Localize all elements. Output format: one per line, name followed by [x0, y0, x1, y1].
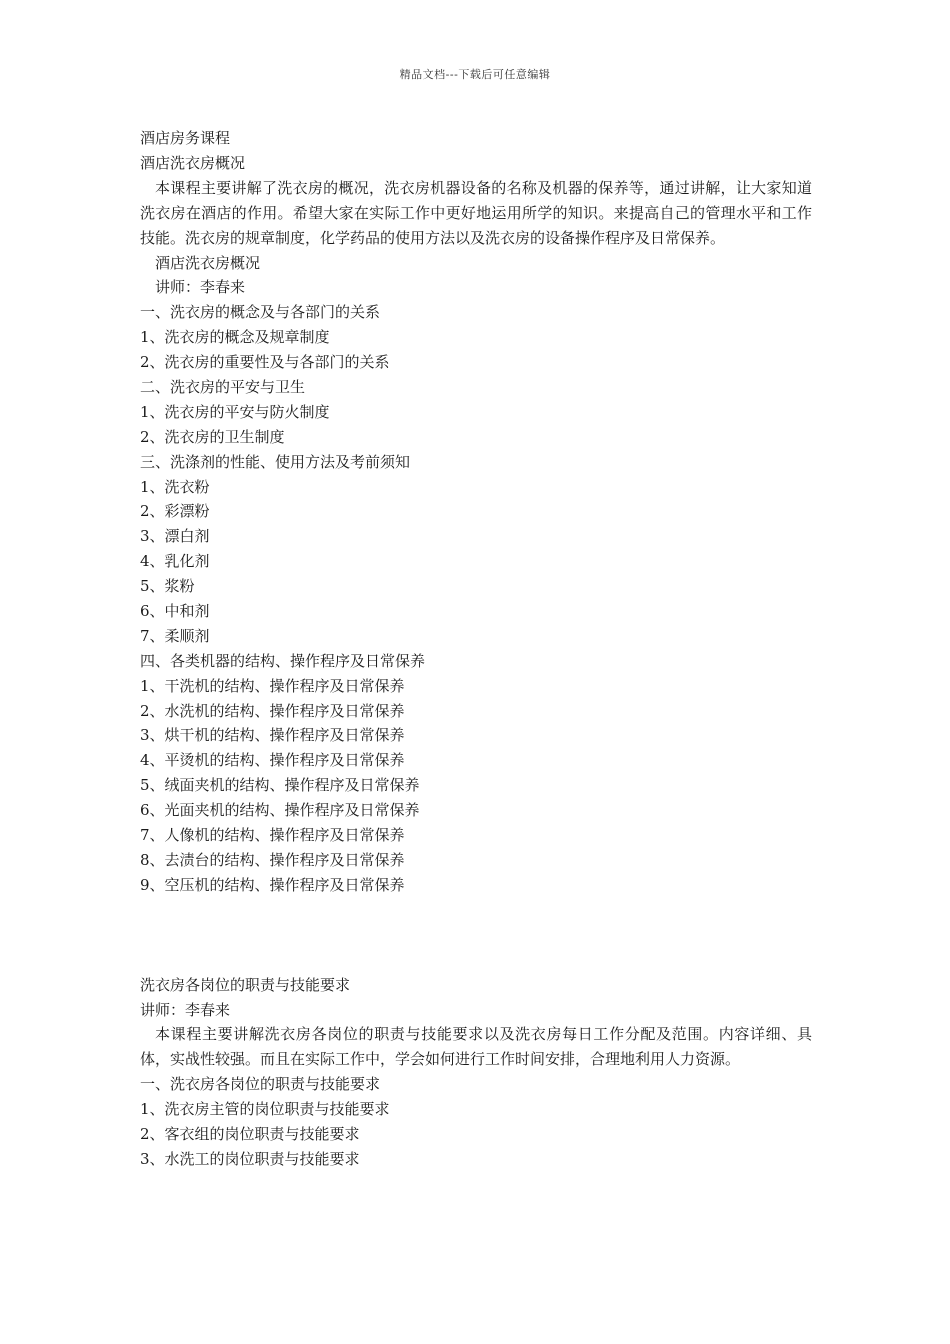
outline-item: 7、人像机的结构、操作程序及日常保养 [140, 825, 405, 844]
outline-item: 四、各类机器的结构、操作程序及日常保养 [140, 651, 426, 670]
outline-item: 2、水洗机的结构、操作程序及日常保养 [140, 701, 405, 720]
outline-item: 三、洗涤剂的性能、使用方法及考前须知 [140, 452, 411, 471]
outline-item: 1、洗衣粉 [140, 477, 210, 496]
outline-item: 二、洗衣房的平安与卫生 [140, 377, 306, 396]
outline-item: 3、水洗工的岗位职责与技能要求 [140, 1149, 360, 1168]
outline-item: 5、浆粉 [140, 577, 195, 596]
outline-item: 2、客衣组的岗位职责与技能要求 [140, 1125, 360, 1144]
outline-item: 4、乳化剂 [140, 552, 210, 571]
lecturer-label: 讲师：李春来 [155, 278, 246, 297]
outline-item: 3、漂白剂 [140, 527, 210, 546]
outline-item: 一、洗衣房各岗位的职责与技能要求 [140, 1075, 381, 1094]
document-body [140, 126, 812, 1172]
outline-item: 2、洗衣房的卫生制度 [140, 427, 285, 446]
outline-item: 5、绒面夹机的结构、操作程序及日常保养 [140, 776, 420, 795]
outline-item: 7、柔顺剂 [140, 626, 210, 645]
outline-item: 1、洗衣房的平安与防火制度 [140, 402, 330, 421]
outline-list [140, 300, 812, 897]
outline-item: 2、彩漂粉 [140, 502, 210, 521]
section-spacer [140, 898, 812, 973]
outline-list [140, 1072, 812, 1172]
outline-item: 6、中和剂 [140, 601, 210, 620]
outline-item: 3、烘干机的结构、操作程序及日常保养 [140, 726, 405, 745]
section-title: 洗衣房各岗位的职责与技能要求 [140, 975, 351, 994]
outline-item: 1、洗衣房的概念及规章制度 [140, 328, 330, 347]
outline-item: 1、洗衣房主管的岗位职责与技能要求 [140, 1100, 390, 1119]
outline-item: 一、洗衣房的概念及与各部门的关系 [140, 303, 381, 322]
outline-item: 2、洗衣房的重要性及与各部门的关系 [140, 353, 390, 372]
section-title: 酒店洗衣房概况 [140, 153, 246, 172]
intro-paragraph: 本课程主要讲解洗衣房各岗位的职责与技能要求以及洗衣房每日工作分配及范围。内容详细、具体，实战性较强。而且在实际工作中，学会如何进行工作时间安排，合理地利用人力资源。 [140, 1025, 812, 1069]
course-name: 酒店洗衣房概况 [155, 253, 261, 272]
outline-item: 4、平烫机的结构、操作程序及日常保养 [140, 751, 405, 770]
intro-paragraph: 本课程主要讲解了洗衣房的概况，洗衣房机器设备的名称及机器的保养等，通过讲解，让大家知道洗衣房在酒店的作用。希望大家在实际工作中更好地运用所学的知识。来提高自己的管理水平和工作技能。洗衣房的规章制度，化学药品的使用方法以及洗衣房的设备操作程序及日常保养。 [140, 178, 812, 247]
outline-item: 1、干洗机的结构、操作程序及日常保养 [140, 676, 405, 695]
course-series-title: 酒店房务课程 [140, 129, 231, 147]
outline-item: 9、空压机的结构、操作程序及日常保养 [140, 875, 405, 894]
outline-item: 8、去渍台的结构、操作程序及日常保养 [140, 850, 405, 869]
page-header: 精品文档---下载后可任意编辑 [399, 68, 551, 81]
lecturer-label: 讲师：李春来 [140, 1000, 231, 1019]
outline-item: 6、光面夹机的结构、操作程序及日常保养 [140, 801, 420, 820]
